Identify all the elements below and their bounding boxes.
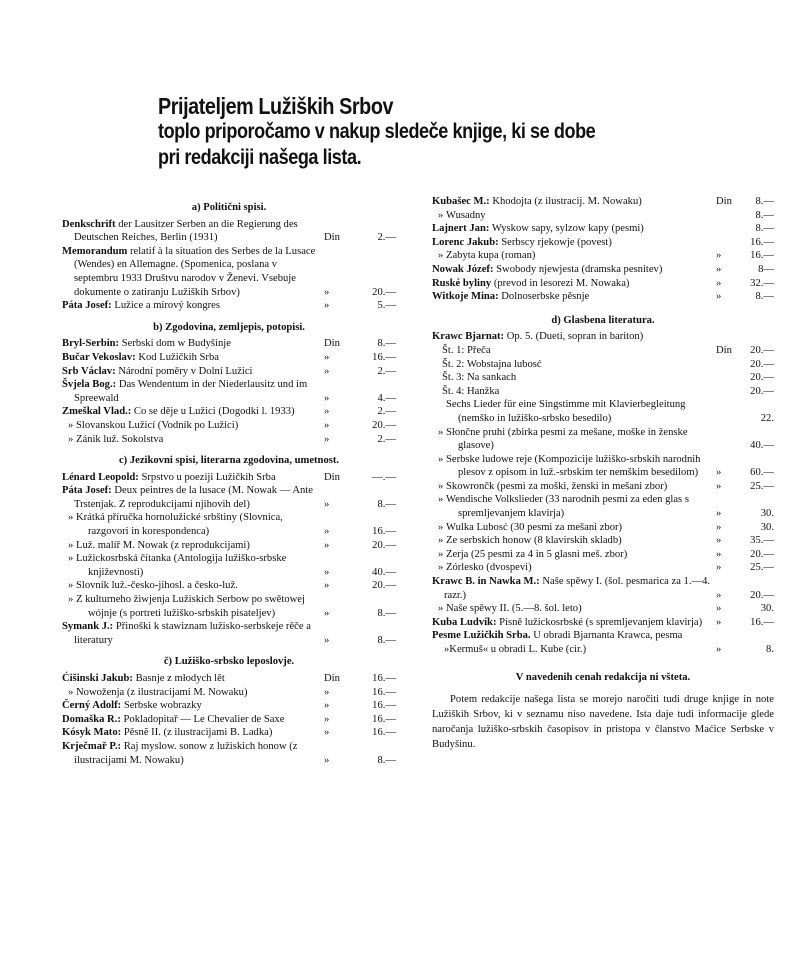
list-item bbox=[62, 484, 396, 511]
price-value: 4.— bbox=[377, 392, 396, 404]
entry-author: Krječmař P.: bbox=[62, 740, 122, 752]
entry-text bbox=[444, 548, 774, 562]
price-mark: » bbox=[324, 300, 330, 312]
price-value: 32.— bbox=[750, 277, 774, 289]
entry-author: Srb Václav: bbox=[62, 365, 116, 377]
price-value: 5.— bbox=[377, 300, 396, 312]
entry-text bbox=[444, 493, 774, 520]
entry-title: Kod Lužičkih Srba bbox=[138, 351, 219, 363]
price-mark: » bbox=[324, 607, 330, 619]
part-number: Št. 3: bbox=[442, 372, 465, 384]
part-text bbox=[442, 385, 774, 399]
price-value: 20.— bbox=[750, 385, 774, 397]
parts-list bbox=[432, 344, 774, 398]
entry-author: Švjela Bog.: bbox=[62, 379, 117, 391]
price-value: 60.— bbox=[750, 467, 774, 479]
price-mark: » bbox=[716, 589, 722, 601]
entry-text bbox=[62, 672, 396, 686]
price-value: 16.— bbox=[372, 686, 396, 698]
entry-title: Zerja (25 pesmi za 4 in 5 glasni meš. zbor) bbox=[446, 548, 628, 560]
price-value: 8.— bbox=[755, 291, 774, 303]
entry-title: Deux peintres de la lusace (M. Nowak — Ante Trstenjak. Z reprodukcijami njihovih del) bbox=[74, 485, 313, 510]
info-paragraph: Potem redakcije našega lista se morejo naročiti tudi druge knjige in note Lužiških Srbov, ki v seznamu niso navedene. Ista daje tudi informacije glede naročanja lužiško-srbskih časopisov in pristopa v članstvo Maćice Serbske v Budyšinu. bbox=[432, 694, 774, 751]
list bbox=[432, 195, 774, 304]
entry-author: Bryl-Serbin: bbox=[62, 338, 120, 350]
price-value: 8.— bbox=[377, 338, 396, 350]
entry-author: Zmeškal Vlad.: bbox=[62, 406, 132, 418]
entry-title: Skowrončk (pesmi za moški, ženski in mešani zbor) bbox=[446, 480, 668, 492]
price-value: 20.— bbox=[372, 539, 396, 551]
price-value: 16.— bbox=[372, 526, 396, 538]
price-value: 8.— bbox=[377, 607, 396, 619]
price-mark: » bbox=[324, 365, 330, 377]
list-item bbox=[432, 209, 774, 223]
entry-author: Lajnert Jan: bbox=[432, 223, 490, 235]
entry-author: Páta Josef: bbox=[62, 300, 112, 312]
entry-title: Wendische Volkslieder (33 narodnih pesmi za eden glas s spremljevanjem klavirja) bbox=[446, 494, 689, 520]
list-item bbox=[62, 579, 396, 593]
price-value: 16.— bbox=[750, 616, 774, 628]
list-item bbox=[62, 218, 396, 245]
entry-text bbox=[74, 593, 396, 620]
entry-title: Das Wendentum in der Niederlausitz und im Spreewald bbox=[74, 379, 308, 404]
entry-title: Zánik luž. Sokolstva bbox=[76, 433, 164, 445]
left-column bbox=[62, 195, 396, 767]
entry-text bbox=[62, 620, 396, 647]
part-number: Št. 1: bbox=[442, 344, 465, 356]
list-item bbox=[432, 263, 774, 277]
entry-title: (prevod in lesorezi M. Nowaka) bbox=[493, 277, 630, 289]
list-item bbox=[432, 222, 774, 236]
entry-author: Domaška R.: bbox=[62, 713, 121, 725]
price-value: 8.— bbox=[755, 209, 774, 221]
entry-text bbox=[444, 561, 774, 575]
price-mark: » bbox=[716, 291, 722, 303]
entry-author: Witkoje Mina: bbox=[432, 291, 499, 303]
entry-title: Naše spěwy I. (šol. pesmarica za 1.—4. razr.) bbox=[444, 576, 711, 601]
list-item bbox=[432, 290, 774, 304]
part-number: Št. 4: bbox=[442, 385, 465, 397]
entry-text bbox=[432, 629, 774, 656]
list-item bbox=[432, 330, 774, 344]
entry-author: Lénard Leopold: bbox=[62, 471, 139, 483]
part-item bbox=[432, 371, 774, 385]
entry-author: Ruské byliny bbox=[432, 277, 492, 289]
entry-title: Swobody njewjesta (dramska pesnitev) bbox=[496, 263, 663, 275]
price-value: 8.— bbox=[377, 754, 396, 766]
list-item bbox=[62, 726, 396, 740]
price-value: 40.— bbox=[372, 566, 396, 578]
entry-author: Kubašec M.: bbox=[432, 196, 490, 207]
price-mark: » bbox=[324, 713, 330, 725]
part-text bbox=[442, 358, 774, 372]
entry-author: Ćišinski Jakub: bbox=[62, 673, 133, 684]
price-mark: » bbox=[324, 634, 330, 646]
price-mark: » bbox=[716, 480, 722, 492]
price-mark: » bbox=[716, 548, 722, 560]
entry-title: Co se děje u Lužici (Dogodki l. 1933) bbox=[133, 406, 295, 418]
price-mark: » bbox=[716, 508, 722, 520]
entry-text bbox=[62, 740, 396, 767]
entry-text bbox=[62, 299, 396, 313]
list-item bbox=[62, 419, 396, 433]
section-heading: č) Lužiško-srbsko leposlovje. bbox=[163, 656, 295, 668]
entry-title: Slovník luž.-česko-jihosl. a česko-luž. bbox=[76, 580, 238, 592]
price-value: 20.— bbox=[750, 358, 774, 370]
entry-text bbox=[74, 419, 396, 433]
entry-text bbox=[62, 351, 396, 365]
price-mark: » bbox=[324, 700, 330, 712]
section-heading: a) Politični spisi. bbox=[191, 202, 267, 213]
price-mark: » bbox=[324, 286, 330, 298]
entry-title: Písně lužickosrbské (s spremljevanjem klavirja) bbox=[499, 616, 703, 628]
price-note: V navedenih cenah redakcija ni všteta. bbox=[515, 671, 691, 683]
entry-text bbox=[432, 290, 774, 304]
list-item bbox=[432, 249, 774, 263]
price-mark: » bbox=[716, 603, 722, 615]
entry-author: Nowak Józef: bbox=[432, 263, 494, 275]
price-mark: » bbox=[324, 419, 330, 431]
list-item bbox=[432, 277, 774, 291]
list bbox=[62, 337, 396, 446]
list-item bbox=[432, 534, 774, 548]
price-mark: Din bbox=[324, 471, 340, 483]
entry-text bbox=[62, 378, 396, 405]
price-value: 8— bbox=[758, 263, 774, 275]
entry-text bbox=[62, 405, 396, 419]
price-value: 30. bbox=[760, 521, 774, 533]
entry-text bbox=[62, 365, 396, 379]
list-item bbox=[62, 299, 396, 313]
entry-text bbox=[432, 277, 774, 291]
price-mark: » bbox=[324, 526, 330, 538]
entry-title: Naše spěwy II. (5.—8. šol. leto) bbox=[446, 603, 582, 615]
price-mark: » bbox=[324, 566, 330, 578]
price-mark: Din bbox=[324, 232, 340, 244]
list-item bbox=[62, 378, 396, 405]
section-heading: d) Glasbena literatura. bbox=[551, 314, 655, 326]
price-value: 2.— bbox=[377, 232, 396, 244]
entry-title: Basnje z młodych lět bbox=[135, 673, 225, 684]
entry-title: relatif à la situation des Serbes de la Lusace (Wendes) en Allemagne. (Spomenica, poslana v septembru 1933 Društvu narodov v Ženevi. Vsebuje dokumente o zatiranju Lužiških Srbov) bbox=[74, 245, 316, 298]
price-value: 16.— bbox=[750, 236, 774, 248]
list-item bbox=[62, 539, 396, 553]
price-value: 35.— bbox=[750, 535, 774, 547]
price-value: 20.— bbox=[372, 419, 396, 431]
price-value: 16.— bbox=[372, 700, 396, 712]
entry-title: Serbscy rjekowje (povest) bbox=[501, 236, 612, 248]
part-title: Hanžka bbox=[467, 385, 500, 397]
list-item bbox=[432, 236, 774, 250]
list-item bbox=[62, 552, 396, 579]
price-mark: » bbox=[716, 467, 722, 479]
price-value: 2.— bbox=[377, 365, 396, 377]
price-mark: » bbox=[716, 644, 722, 655]
heading-line-2: toplo priporočamo v nakup sledeče knjige, ki se dobe bbox=[158, 120, 596, 143]
entry-author: Pesme Lužičkih Srba. bbox=[432, 630, 531, 642]
list-item bbox=[432, 195, 774, 209]
part-title: Přeča bbox=[467, 344, 491, 356]
entry-title: Wyskow sapy, sylzow kapy (pesmi) bbox=[491, 223, 644, 235]
list-item bbox=[432, 575, 774, 602]
list-item bbox=[62, 245, 396, 299]
entry-author: Lorenc Jakub: bbox=[432, 236, 499, 248]
list bbox=[62, 471, 396, 648]
heading-line-1: Prijateljem Lužiških Srbov bbox=[158, 93, 394, 119]
entry-title: Pěsnĕ II. (z ilustracijami B. Ladka) bbox=[123, 727, 273, 739]
part-number: Št. 2: bbox=[442, 358, 465, 370]
list-item bbox=[432, 453, 774, 480]
entry-text bbox=[432, 616, 774, 630]
price-mark: Din bbox=[716, 344, 732, 356]
entry-text bbox=[62, 471, 396, 485]
price-value: 2.— bbox=[377, 406, 396, 418]
price-mark: » bbox=[324, 686, 330, 698]
entry-text bbox=[74, 511, 396, 538]
price-mark: » bbox=[716, 250, 722, 262]
price-value: 20.— bbox=[750, 548, 774, 560]
list-item bbox=[62, 511, 396, 538]
list-item bbox=[432, 426, 774, 453]
entry-text bbox=[432, 575, 774, 602]
entry-text bbox=[444, 209, 774, 223]
part-item bbox=[432, 385, 774, 399]
list-item bbox=[432, 561, 774, 575]
list-item bbox=[62, 686, 396, 700]
entry-title: Zabyta kupa (roman) bbox=[446, 250, 536, 262]
price-mark: » bbox=[716, 521, 722, 533]
price-value: 16.— bbox=[372, 673, 396, 684]
entry-text bbox=[62, 245, 396, 299]
price-value: 8.— bbox=[377, 634, 396, 646]
entry-title: Słončne pruhi (zbirka pesmi za mešane, moške in ženske glasove) bbox=[446, 426, 688, 452]
price-value: 40.— bbox=[750, 440, 774, 452]
entry-text bbox=[62, 484, 396, 511]
price-mark: » bbox=[324, 539, 330, 551]
entry-title: Lužice a mírový kongres bbox=[114, 300, 220, 312]
price-value: 20.— bbox=[750, 344, 774, 356]
list-item bbox=[62, 672, 396, 686]
list bbox=[62, 672, 396, 767]
entry-title: Serbski dom w Budyšinje bbox=[121, 338, 231, 350]
entry-title: U obradi Bjarnanta Krawca, pesma »Kermuš« u obradi L. Kube (cir.) bbox=[444, 630, 683, 655]
price-mark: Din bbox=[324, 338, 340, 350]
list-item bbox=[62, 699, 396, 713]
price-value: —.— bbox=[372, 471, 396, 483]
price-value: 25.— bbox=[750, 562, 774, 574]
entry-text bbox=[446, 398, 774, 425]
price-value: 8.— bbox=[755, 196, 774, 207]
entry-title: Raj myslow. sonow z lužiskich honow (z ilustracijami M. Nowaku) bbox=[74, 740, 298, 766]
entry-author: Symank J.: bbox=[62, 621, 114, 633]
entry-text bbox=[432, 263, 774, 277]
list bbox=[62, 218, 396, 313]
list-item bbox=[432, 480, 774, 494]
part-item bbox=[432, 344, 774, 358]
entry-title: Khodojta (z ilustracij. M. Nowaku) bbox=[492, 196, 642, 207]
entry-text bbox=[444, 521, 774, 535]
part-text bbox=[442, 371, 774, 385]
price-value: 30. bbox=[760, 508, 774, 520]
list bbox=[432, 398, 774, 656]
entry-text bbox=[444, 453, 774, 480]
price-value: 30. bbox=[760, 603, 774, 615]
entry-author: Páta Josef: bbox=[62, 485, 112, 497]
list-item bbox=[432, 629, 774, 656]
price-value: 20.— bbox=[372, 286, 396, 298]
entry-text bbox=[62, 713, 396, 727]
list-item bbox=[62, 593, 396, 620]
price-value: 20.— bbox=[750, 372, 774, 384]
entry-title: Ze serbskich honow (8 klavirskih skladb) bbox=[446, 535, 622, 547]
price-value: 16.— bbox=[750, 250, 774, 262]
price-value: 8.— bbox=[755, 223, 774, 235]
price-mark: Din bbox=[324, 673, 340, 684]
entry-text bbox=[74, 579, 396, 593]
price-mark: » bbox=[716, 535, 722, 547]
section-heading: b) Zgodovina, zemljepis, potopisi. bbox=[153, 321, 305, 333]
part-item bbox=[432, 358, 774, 372]
entry-text bbox=[74, 552, 396, 579]
entry-text bbox=[444, 480, 774, 494]
entry-title: Serbske ludowe reje (Kompozicije lužiško-srbskih narodnih plesov z opisom in luž.-srbskim ter nemškim besedilom) bbox=[446, 453, 701, 479]
entry-title: Slovanskou Lužicí (Vodník po Lužici) bbox=[76, 419, 239, 431]
entry-author: Memorandum bbox=[62, 245, 128, 257]
heading-line-3: pri redakciji našega lista. bbox=[158, 146, 362, 169]
price-value: 16.— bbox=[372, 351, 396, 363]
entry-author: Kósyk Mato: bbox=[62, 727, 122, 739]
list-item bbox=[432, 602, 774, 616]
entry-title: Národní poměry v Dolní Lužici bbox=[118, 365, 253, 377]
entry-text bbox=[62, 218, 396, 245]
list-item bbox=[62, 365, 396, 379]
list-item bbox=[62, 471, 396, 485]
price-value: 22. bbox=[760, 412, 774, 424]
price-value: 20.— bbox=[750, 589, 774, 601]
price-value: 16.— bbox=[372, 727, 396, 739]
list-item bbox=[62, 433, 396, 447]
price-mark: » bbox=[324, 392, 330, 404]
entry-text bbox=[74, 433, 396, 447]
entry-title: Zórlesko (dvospevi) bbox=[446, 562, 532, 574]
entry-text bbox=[62, 337, 396, 351]
list-item bbox=[62, 620, 396, 647]
entry-text bbox=[444, 534, 774, 548]
page-heading bbox=[158, 93, 758, 171]
entry-title: Wulka Lubosć (30 pesmi za mešani zbor) bbox=[446, 521, 623, 533]
entry-title: Serbske wobrazky bbox=[123, 700, 202, 712]
price-mark: » bbox=[716, 277, 722, 289]
entry-text bbox=[432, 236, 774, 250]
price-mark: » bbox=[324, 433, 330, 445]
price-mark: » bbox=[716, 562, 722, 574]
right-column bbox=[432, 195, 774, 752]
entry-title: Nowoženja (z ilustracijami M. Nowaku) bbox=[76, 686, 248, 698]
list-item bbox=[432, 521, 774, 535]
part-title: Na sankach bbox=[467, 372, 517, 384]
entry-title: Op. 5. (Dueti, sopran in bariton) bbox=[506, 331, 644, 343]
price-mark: » bbox=[324, 580, 330, 592]
entry-author: Černý Adolf: bbox=[62, 700, 122, 712]
price-value: 2.— bbox=[377, 433, 396, 445]
price-mark: » bbox=[324, 351, 330, 363]
list-item bbox=[62, 740, 396, 767]
price-mark: Din bbox=[716, 196, 732, 207]
entry-title: Z kulturneho žiwjenja Lužiskich Serbow po swětowej wójnje (s portreti lužiško-srbskih pisateljev) bbox=[76, 594, 305, 619]
entry-title: Luž. malíř M. Nowak (z reprodukcijami) bbox=[76, 539, 250, 551]
entry-text bbox=[444, 602, 774, 616]
entry-author: Bučar Vekoslav: bbox=[62, 351, 136, 363]
part-title: Wobstajna lubosć bbox=[466, 358, 542, 370]
list-item bbox=[62, 337, 396, 351]
entry-text bbox=[444, 426, 774, 453]
entry-title: Lužickosrbská čítanka (Antologija lužiško-srbske književnosti) bbox=[76, 553, 287, 578]
list-item bbox=[432, 493, 774, 520]
entry-author: Krawc B. in Nawka M.: bbox=[432, 576, 540, 588]
entry-title: Přinoški k stawiznam lužisko-serbskeje rěče a literatury bbox=[74, 621, 311, 646]
entry-text bbox=[444, 249, 774, 263]
price-mark: » bbox=[716, 616, 722, 628]
price-value: 20.— bbox=[372, 580, 396, 592]
entry-title: Srpstvo u poeziji Lužičkih Srba bbox=[141, 471, 276, 483]
entry-text bbox=[74, 539, 396, 553]
entry-author: Krawc Bjarnat: bbox=[432, 331, 505, 343]
entry-text bbox=[62, 726, 396, 740]
price-mark: » bbox=[324, 727, 330, 739]
entry-title: der Lausitzer Serben an die Regierung des Deutschen Reiches, Berlin (1931) bbox=[74, 218, 298, 244]
entry-title: Sechs Lieder für eine Singstimme mit Klavierbegleitung (nemško in lužiško-srbsko besedilo) bbox=[446, 399, 686, 424]
price-mark: » bbox=[324, 754, 330, 766]
entry-title: Krátká příručka hornolužické srbštiny (Slovnica, razgovori in korespondenca) bbox=[76, 512, 283, 538]
entry-text bbox=[62, 699, 396, 713]
entry-author: Denkschrift bbox=[62, 218, 116, 230]
entry-title: Wusadny bbox=[446, 209, 486, 221]
entry-title: Pokladopitař — Le Chevalier de Saxe bbox=[123, 713, 285, 725]
entry-text bbox=[432, 222, 774, 236]
list-item bbox=[62, 713, 396, 727]
price-mark: » bbox=[716, 263, 722, 275]
list-item bbox=[432, 398, 774, 425]
list-item bbox=[62, 351, 396, 365]
entry-title: Dolnoserbske pěsnje bbox=[501, 291, 590, 303]
list-item bbox=[62, 405, 396, 419]
entry-text bbox=[74, 686, 396, 700]
section-heading: c) Jezikovni spisi, literarna zgodovina, umetnost. bbox=[118, 455, 340, 467]
price-value: 8. bbox=[766, 644, 774, 655]
price-value: 16.— bbox=[372, 713, 396, 725]
price-value: 8.— bbox=[377, 498, 396, 510]
price-value: 25.— bbox=[750, 480, 774, 492]
entry-author: Kuba Ludvík: bbox=[432, 616, 497, 628]
list-item bbox=[432, 616, 774, 630]
list-item bbox=[432, 548, 774, 562]
price-mark: » bbox=[324, 498, 330, 510]
price-mark: » bbox=[324, 406, 330, 418]
